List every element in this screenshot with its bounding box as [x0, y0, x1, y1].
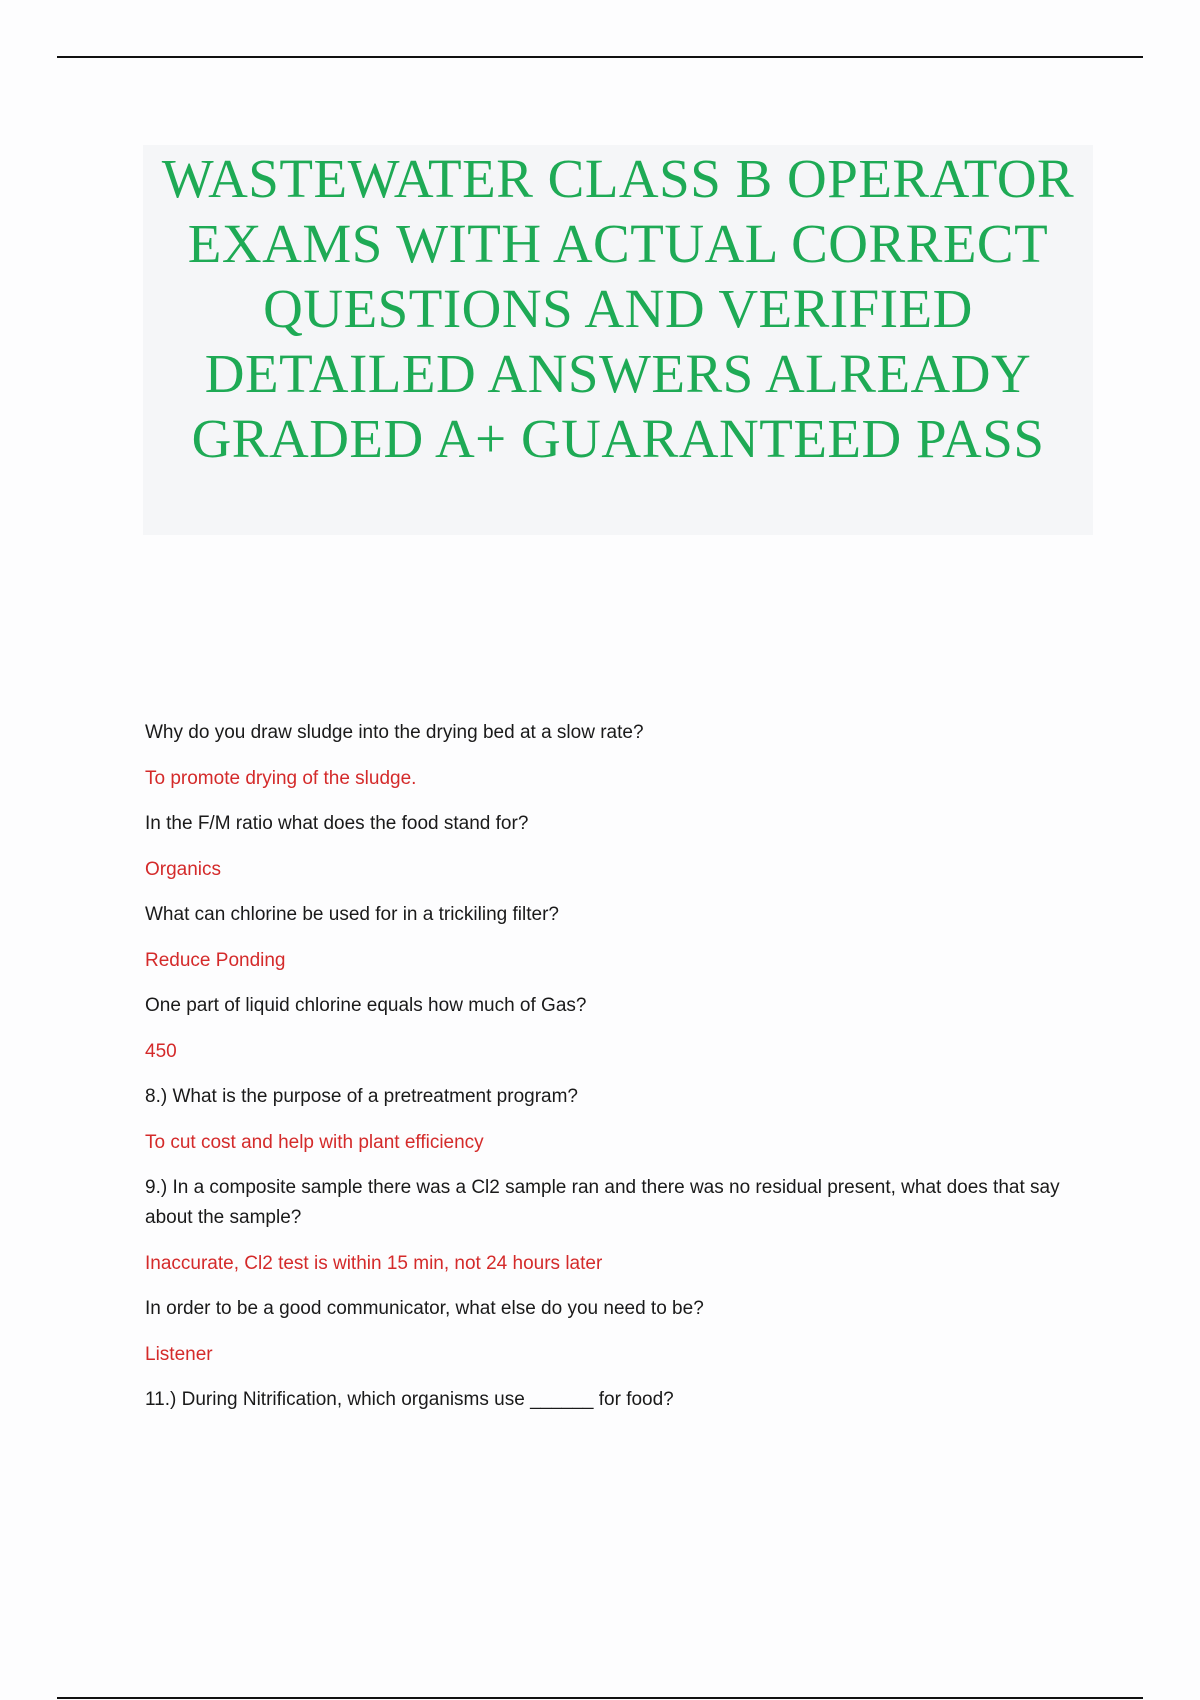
answer-text: To cut cost and help with plant efficiency [145, 1132, 484, 1153]
question-text: 9.) In a composite sample there was a Cl2 sample ran and there was no residual present, what does that say about the sample? [145, 1177, 1060, 1228]
answer-text: To promote drying of the sludge. [145, 768, 417, 789]
answer-text: Reduce Ponding [145, 950, 286, 971]
answer-text: 450 [145, 1041, 177, 1062]
qa-item [145, 718, 1095, 794]
question-text: What can chlorine be used for in a trickiling filter? [145, 904, 559, 925]
qa-item [145, 1173, 1095, 1279]
qa-item [145, 991, 1095, 1067]
question-text: Why do you draw sludge into the drying bed at a slow rate? [145, 722, 644, 743]
question-text: 11.) During Nitrification, which organisms use ______ for food? [145, 1389, 674, 1410]
bottom-rule [57, 1697, 1143, 1699]
question-text: 8.) What is the purpose of a pretreatment program? [145, 1086, 578, 1107]
qa-list [145, 718, 1095, 1431]
document-title: WASTEWATER CLASS B OPERATOR EXAMS WITH ACTUAL CORRECT QUESTIONS AND VERIFIED DETAILED ANSWERS ALREADY GRADED A+ GUARANTEED PASS [161, 148, 1075, 469]
answer-text: Inaccurate, Cl2 test is within 15 min, not 24 hours later [145, 1253, 603, 1274]
qa-item [145, 1385, 1095, 1415]
qa-item [145, 900, 1095, 976]
question-text: In the F/M ratio what does the food stand for? [145, 813, 529, 834]
qa-item [145, 809, 1095, 885]
qa-item [145, 1082, 1095, 1158]
qa-item [145, 1294, 1095, 1370]
answer-text: Organics [145, 859, 222, 880]
question-text: In order to be a good communicator, what else do you need to be? [145, 1298, 704, 1319]
answer-text: Listener [145, 1344, 213, 1365]
top-rule [57, 56, 1143, 58]
question-text: One part of liquid chlorine equals how much of Gas? [145, 995, 587, 1016]
